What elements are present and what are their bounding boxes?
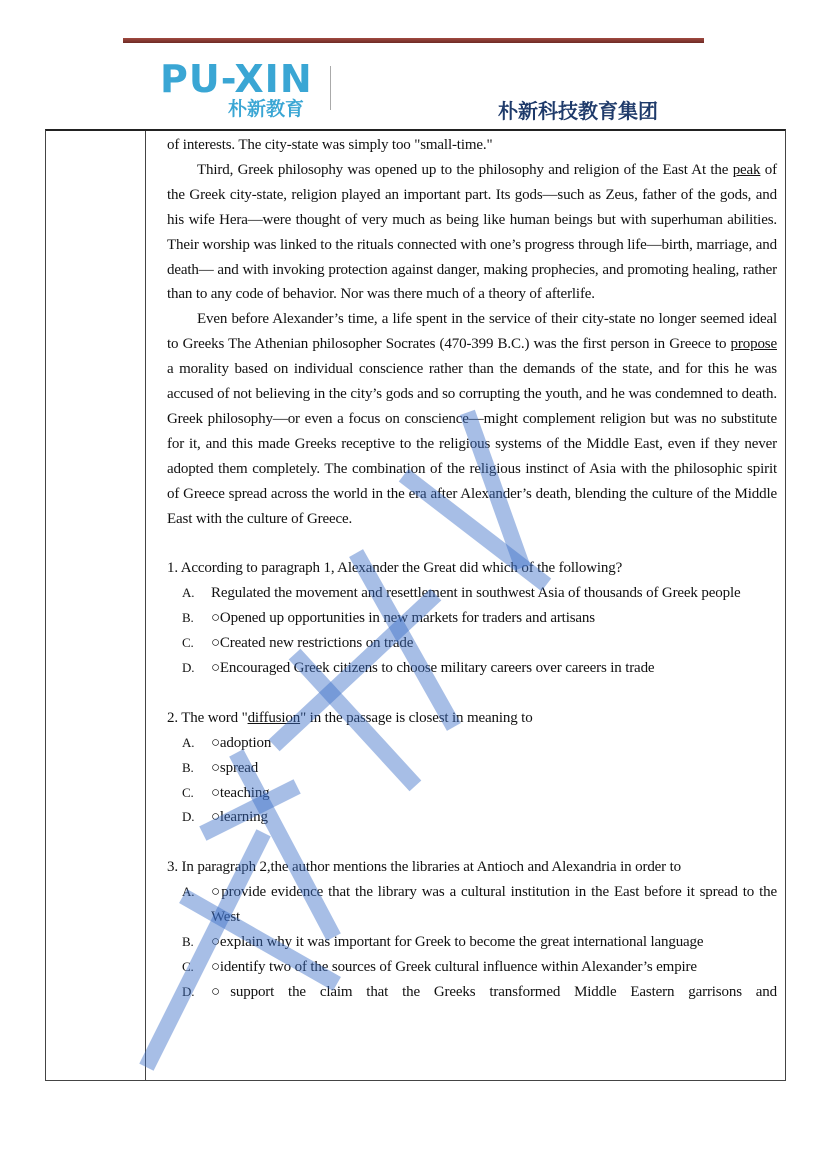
logo-en: PU-XIN — [160, 57, 313, 101]
option[interactable] — [167, 955, 777, 980]
option[interactable] — [167, 980, 777, 1005]
option[interactable] — [167, 731, 777, 756]
option[interactable] — [167, 930, 777, 955]
text: " in the passage is closest in meaning to — [300, 709, 533, 726]
option[interactable] — [167, 805, 777, 830]
paragraph-1: of interests. The city-state was simply too "small-time." — [167, 137, 493, 153]
option-text: Regulated the movement and resettlement in southwest Asia of thousands of Greek people — [211, 585, 741, 602]
text: a morality based on individual conscience rather than the demands of the state, and for this he was accused of not believing in the city’s gods and so corrupting the youth, and he was condemned to death. Greek philosophy—or even a focus on conscience—might complement religion but was no substitute for it, and this made Greeks receptive to the religious systems of the Middle East, even if they never adopted them completely. The combination of the religious instinct of Asia with the philosophic spirit of Greece spread across the world in the era after Alexander’s death, blending the culture of the Middle East with the culture of Greece. — [167, 361, 777, 527]
option-label: B. — [182, 759, 194, 775]
option-label: D. — [182, 660, 195, 676]
option[interactable] — [167, 631, 777, 656]
option-label: B. — [182, 933, 194, 949]
option-label: D. — [182, 809, 195, 825]
underlined-word: diffusion — [247, 709, 301, 726]
option-label: A. — [182, 884, 195, 900]
option-label: C. — [182, 958, 194, 974]
option-label: A. — [182, 585, 195, 601]
text: Third, Greek philosophy was opened up to the philosophy and religion of the East At the — [197, 161, 733, 178]
paragraph-3 — [167, 307, 777, 531]
column-divider — [145, 131, 146, 1080]
logo-separator — [330, 66, 331, 110]
option-text: ○spread — [211, 759, 259, 776]
option-label: D. — [182, 983, 195, 999]
option-text: ○teaching — [211, 784, 270, 801]
text: 2. The word " — [167, 709, 248, 726]
option-text: ○identify two of the sources of Greek cultural influence within Alexander’s empire — [211, 958, 697, 975]
document-table — [45, 129, 786, 1081]
underlined-word: propose — [730, 336, 777, 353]
puxin-logo — [160, 57, 313, 120]
question-1: 1. According to paragraph 1, Alexander the Great did which of the following? — [167, 560, 623, 577]
option-label: C. — [182, 784, 194, 800]
option-label: C. — [182, 635, 194, 651]
option-label: B. — [182, 610, 194, 626]
logo-cn: 朴新教育 — [228, 98, 305, 120]
option-text: ○Opened up opportunities in new markets for traders and artisans — [211, 610, 595, 627]
option-text: ○adoption — [211, 734, 272, 751]
header-rule — [123, 38, 704, 43]
option-text: ○provide evidence that the library was a cultural institution in the East before it spread to the West — [211, 884, 777, 926]
paragraph-2 — [167, 158, 777, 307]
group-name: 朴新科技教育集团 — [498, 99, 658, 123]
option[interactable] — [167, 880, 777, 930]
option-label: A. — [182, 734, 195, 750]
option[interactable] — [167, 606, 777, 631]
option[interactable] — [167, 581, 777, 606]
option-text: ○Encouraged Greek citizens to choose military careers over careers in trade — [211, 660, 655, 677]
question-2 — [167, 706, 777, 731]
question-3: 3. In paragraph 2,the author mentions the libraries at Antioch and Alexandria in order to — [167, 859, 681, 876]
option-text: ○Created new restrictions on trade — [211, 635, 414, 652]
passage-content — [167, 133, 777, 1005]
option-text: ○learning — [211, 809, 268, 826]
option-text: ○explain why it was important for Greek to become the great international language — [211, 933, 704, 950]
option[interactable] — [167, 756, 777, 781]
option[interactable] — [167, 656, 777, 681]
text: Even before Alexander’s time, a life spent in the service of their city-state no longer seemed ideal to Greeks The Athenian philosopher Socrates (470-399 B.C.) was the first person in Greece to — [167, 311, 777, 353]
underlined-word: peak — [732, 161, 761, 178]
option-text: ○support the claim that the Greeks transformed Middle Eastern garrisons and — [211, 983, 777, 1000]
option[interactable] — [167, 781, 777, 806]
text: of the Greek city-state, religion played an important part. Its gods—such as Zeus, father of the gods, and his wife Hera—were thought of very much as being like human beings but with superhuman abilities. Their worship was linked to the rituals connected with one’s progress through life—birth, marriage, and death— and with invoking protection against danger, making prophecies, and promoting healing, rather than to any code of behavior. Nor was there much of a theory of afterlife. — [167, 161, 777, 303]
